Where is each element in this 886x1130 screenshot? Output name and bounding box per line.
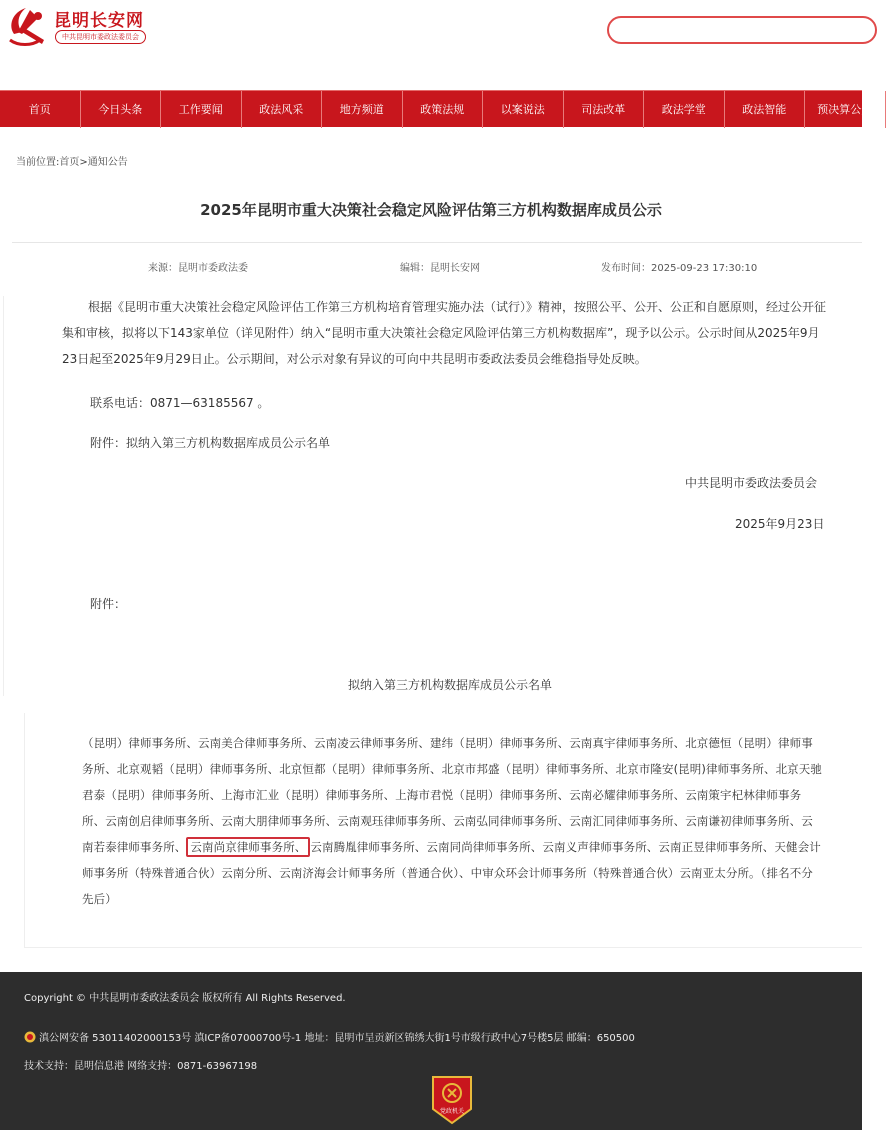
site-title[interactable]: 昆明长安网 — [54, 11, 144, 31]
attachment-label: 附件： — [90, 597, 127, 611]
government-site-badge-icon[interactable] — [431, 1075, 473, 1125]
breadcrumb[interactable]: 当前位置:首页>通知公告 — [16, 157, 128, 168]
nav-item-policy[interactable]: 政策法规 — [403, 91, 484, 128]
nav-item-smart-legal[interactable]: 政法智能 — [725, 91, 806, 128]
contact-phone: 联系电话：0871—63185567 。 — [90, 396, 270, 410]
police-badge-icon[interactable] — [24, 1031, 36, 1043]
nav-item-local-channel[interactable]: 地方频道 — [322, 91, 403, 128]
footer-support: 技术支持：昆明信息港 网络支持：0871-63967198 — [24, 1061, 258, 1072]
nav-item-cases[interactable]: 以案说法 — [483, 91, 564, 128]
main-nav — [0, 90, 873, 127]
annex-text-after: 云南腾胤律师事务所、云南同尚律师事务所、云南义声律师事务所、云南正昱律师事务所、天健会计师事务所（特殊普通合伙）云南分所、云南济海会计师事务所（普通合伙）、中审众环会计师事务所（特殊普通合伙）云南亚太分所。（排名不分先后） — [82, 840, 821, 906]
nav-item-judicial-reform[interactable]: 司法改革 — [564, 91, 645, 128]
footer-copyright: Copyright © 中共昆明市委政法委员会 版权所有 All Rights Reserved. — [24, 993, 346, 1004]
nav-item-legal-style[interactable]: 政法风采 — [242, 91, 323, 128]
nav-item-headlines[interactable]: 今日头条 — [81, 91, 162, 128]
list-title: 拟纳入第三方机构数据库成员公示名单 — [348, 678, 553, 692]
footer-icp-text[interactable]: 滇公网安备 53011402000153号 滇ICP备07000700号-1 地址：昆明市呈贡新区锦绣大街1号市级行政中心7号楼5层 邮编：650500 — [39, 1033, 635, 1044]
nav-item-home[interactable]: 首页 — [0, 91, 81, 128]
article-paragraph: 根据《昆明市重大决策社会稳定风险评估工作第三方机构培育管理实施办法（试行）》精神，按照公平、公开、公正和自愿原则，经过公开征集和审核，拟将以下143家单位（详见附件）纳入“昆明市重大决策社会稳定风险评估第三方机构数据库”，现予以公示。公示时间从2025年9月23日起至2025年9月29日止。公示期间，对公示对象有异议的可向中共昆明市委政法委员会维稳指导处反映。 — [62, 300, 827, 366]
attachment-note: 附件：拟纳入第三方机构数据库成员公示名单 — [90, 436, 331, 450]
content-border — [3, 296, 4, 696]
page-title: 2025年昆明市重大决策社会稳定风险评估第三方机构数据库成员公示 — [200, 201, 662, 219]
article-editor: 编辑：昆明长安网 — [400, 263, 480, 274]
annex-text-before: （昆明）律师事务所、云南美合律师事务所、云南凌云律师事务所、建纬（昆明）律师事务所、云南真宇律师事务所、北京德恒（昆明）律师事务所、北京观韬（昆明）律师事务所、北京恒都（昆明）律师事务所、北京市邦盛（昆明）律师事务所、北京市隆安(昆明)律师事务所、北京天驰君泰（昆明）律师事务所、上海市汇业（昆明）律师事务所、上海市君悦（昆明）律师事务所、云南必耀律师事务所、云南策宇杞林律师事务所、云南创启律师事务所、云南大朋律师事务所、云南观珏律师事务所、云南弘同律师事务所、云南汇同律师事务所、云南谦初律师事务所、云南若泰律师事务所、 — [82, 736, 822, 854]
nav-item-work-news[interactable]: 工作要闻 — [161, 91, 242, 128]
site-header — [0, 0, 862, 90]
footer-icp — [24, 1029, 635, 1044]
highlighted-firm: 云南尚京律师事务所、 — [186, 837, 310, 857]
badge-label: 党政机关 — [439, 1108, 465, 1115]
site-footer — [0, 972, 862, 1130]
site-subtitle: 中共昆明市委政法委员会 — [55, 30, 146, 44]
annex-list — [82, 730, 822, 912]
sign-date: 2025年9月23日 — [735, 517, 825, 531]
title-divider — [12, 242, 862, 243]
nav-item-legal-school[interactable]: 政法学堂 — [644, 91, 725, 128]
signer: 中共昆明市委政法委员会 — [685, 476, 818, 490]
nav-item-budget[interactable]: 预决算公开 — [805, 91, 886, 128]
party-emblem-icon[interactable] — [4, 4, 50, 48]
search-input[interactable] — [607, 16, 877, 44]
article-published-time: 发布时间：2025-09-23 17:30:10 — [601, 263, 758, 274]
article-source: 来源：昆明市委政法委 — [148, 263, 248, 274]
